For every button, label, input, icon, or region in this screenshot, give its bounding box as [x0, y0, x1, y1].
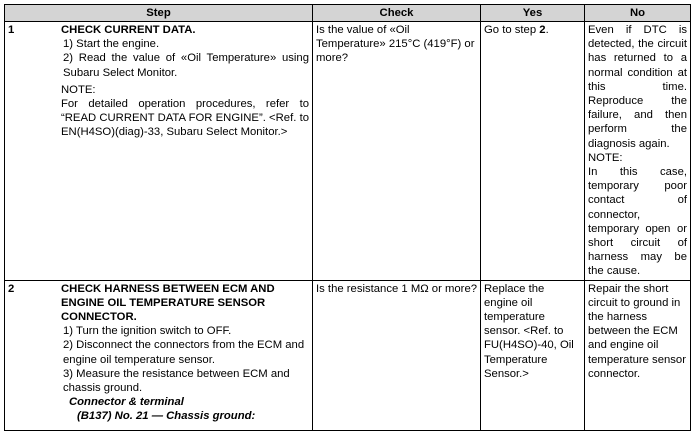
check-question: Is the value of «Oil Temperature» 215°C (419°F) or more? — [316, 24, 475, 65]
note-label: NOTE: — [61, 83, 96, 96]
connector-detail: (B137) No. 21 — Chassis ground: — [77, 410, 256, 423]
check-question: Is the resistance 1 MΩ or more? — [316, 282, 478, 295]
yes-suffix: . — [545, 24, 549, 36]
diagnosis-table — [4, 4, 691, 431]
header-yes: Yes — [481, 5, 585, 22]
no-note-label: NOTE: — [588, 151, 623, 164]
header-check: Check — [313, 5, 481, 22]
step-cell — [5, 22, 313, 281]
table-header-row — [5, 5, 691, 22]
no-cell — [585, 280, 691, 430]
step-instruction: 1) Turn the ignition switch to OFF. — [63, 325, 232, 338]
step-instruction: 1) Start the engine. — [63, 38, 160, 51]
no-cell — [585, 22, 691, 281]
step-instruction: 2) Disconnect the connectors from the ECM and engine oil temperature sensor. — [63, 339, 305, 366]
step-number: 2 — [8, 282, 15, 295]
step-cell — [5, 280, 313, 430]
table-row — [5, 280, 691, 430]
table-row — [5, 22, 691, 281]
check-cell — [313, 280, 481, 430]
step-instruction: 2) Read the value of «Oil Temperature» using Subaru Select Monitor. — [63, 52, 309, 79]
yes-step-link: 2 — [539, 24, 546, 36]
no-text: Repair the short circuit to ground in the harness between the ECM and engine oil temperature sensor connector. — [588, 282, 686, 380]
header-step: Step — [5, 5, 313, 22]
header-no: No — [585, 5, 691, 22]
yes-text: Replace the engine oil temperature sensor. <Ref. to FU(H4SO)-40, Oil Temperature Sensor.> — [484, 282, 574, 380]
connector-label: Connector & terminal — [69, 396, 184, 409]
yes-cell — [481, 22, 585, 281]
step-title: CHECK HARNESS BETWEEN ECM AND ENGINE OIL TEMPERATURE SENSOR CONNECTOR. — [61, 282, 275, 324]
no-text: Even if DTC is detected, the circuit has returned to a normal condition at this time. Reproduce the failure, and then perform the diagnosis again. — [588, 24, 687, 150]
step-number: 1 — [8, 24, 15, 36]
step-title: CHECK CURRENT DATA. — [61, 24, 196, 36]
step-instruction: 3) Measure the resistance between ECM and chassis ground. — [63, 367, 290, 395]
note-text: For detailed operation procedures, refer to “READ CURRENT DATA FOR ENGINE”. <Ref. to EN(H4SO)(diag)-33, Subaru Select Monitor.> — [61, 98, 309, 139]
yes-prefix: Go to step — [484, 24, 540, 36]
yes-cell — [481, 280, 585, 430]
no-note-text: In this case, temporary poor contact of connector, temporary open or short circuit of harness may be the cause. — [588, 166, 687, 278]
check-cell — [313, 22, 481, 281]
